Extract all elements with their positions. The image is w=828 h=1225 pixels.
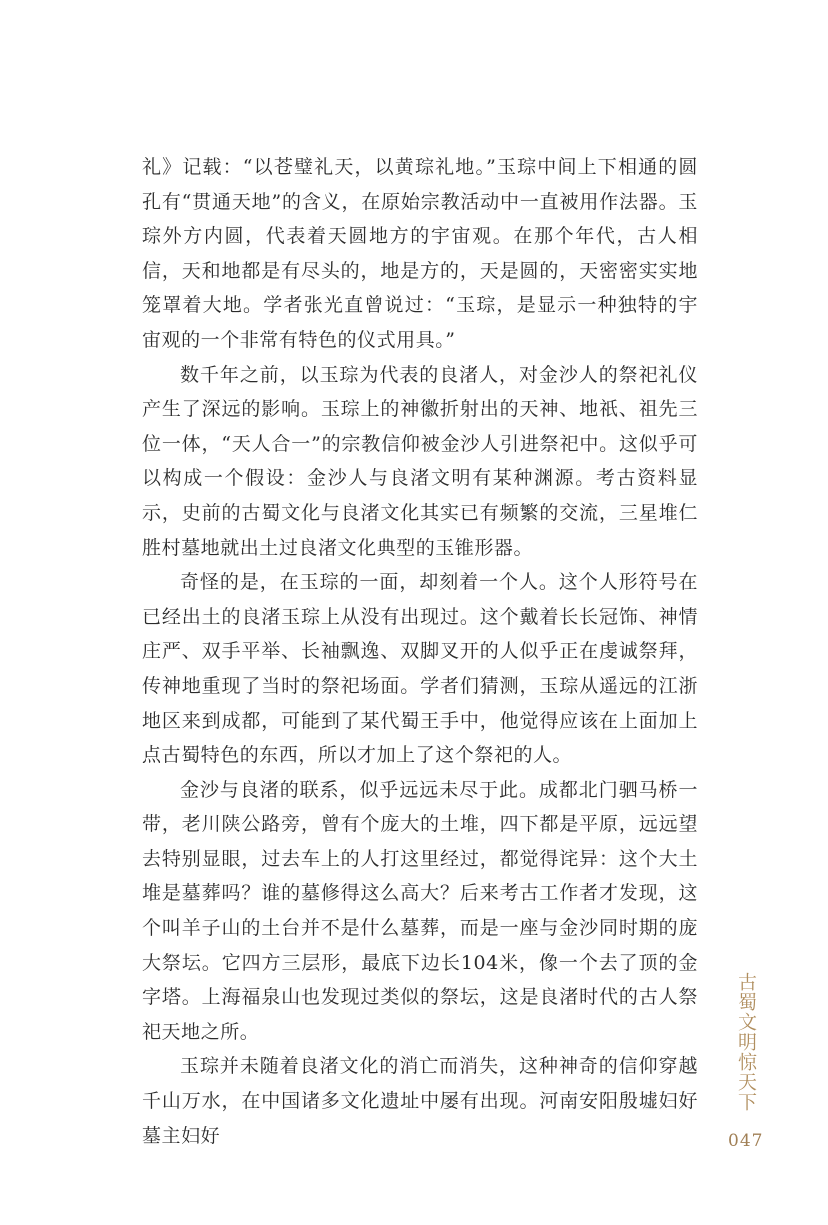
body-text [142,150,698,1153]
paragraph-1: 礼》记载：“以苍璧礼天，以黄琮礼地。”玉琮中间上下相通的圆孔有“贯通天地”的含义，在原始宗教活动中一直被用作法器。玉琮外方内圆，代表着天圆地方的宇宙观。在那个年代，古人相信，天和地都是有尽头的，地是方的，天是圆的，天密密实实地笼罩着大地。学者张光直曾说过：“玉琮，是显示一种独特的宇宙观的一个非常有特色的仪式用具。” [142,156,698,351]
paragraph-2: 数千年之前，以玉琮为代表的良渚人，对金沙人的祭祀礼仪产生了深远的影响。玉琮上的神徽折射出的天神、地祇、祖先三位一体，“天人合一”的宗教信仰被金沙人引进祭祀中。这似乎可以构成一个假设：金沙人与良渚文明有某种渊源。考古资料显示，史前的古蜀文化与良渚文化其实已有频繁的交流，三星堆仁胜村墓地就出土过良渚文化典型的玉锥形器。 [142,363,698,559]
paragraph-4: 金沙与良渚的联系，似乎远远未尽于此。成都北门驷马桥一带，老川陕公路旁，曾有个庞大的土堆，四下都是平原，远远望去特别显眼，过去车上的人打这里经过，都觉得诧异：这个大土堆是墓葬吗？谁的墓修得这么高大？后来考古工作者才发现，这个叫羊子山的土台并不是什么墓葬，而是一座与金沙同时期的庞大祭坛。它四方三层形，最底下边长104米，像一个去了顶的金字塔。上海福泉山也发现过类似的祭坛，这是良渚时代的古人祭祀天地之所。 [142,778,698,1043]
page-number: 047 [728,1131,764,1151]
paragraph-3: 奇怪的是，在玉琮的一面，却刻着一个人。这个人形符号在已经出土的良渚玉琮上从没有出现过。这个戴着长长冠饰、神情庄严、双手平举、长袖飘逸、双脚叉开的人似乎正在虔诚祭拜，传神地重现了当时的祭祀场面。学者们猜测，玉琮从遥远的江浙地区来到成都，可能到了某代蜀王手中，他觉得应该在上面加上点古蜀特色的东西，所以才加上了这个祭祀的人。 [142,571,698,767]
running-title: 古蜀文明惊天下 [735,972,757,1112]
paragraph-5: 玉琮并未随着良渚文化的消亡而消失，这种神奇的信仰穿越千山万水，在中国诸多文化遗址中屡有出现。河南安阳殷墟妇好墓主妇好 [142,1055,698,1147]
